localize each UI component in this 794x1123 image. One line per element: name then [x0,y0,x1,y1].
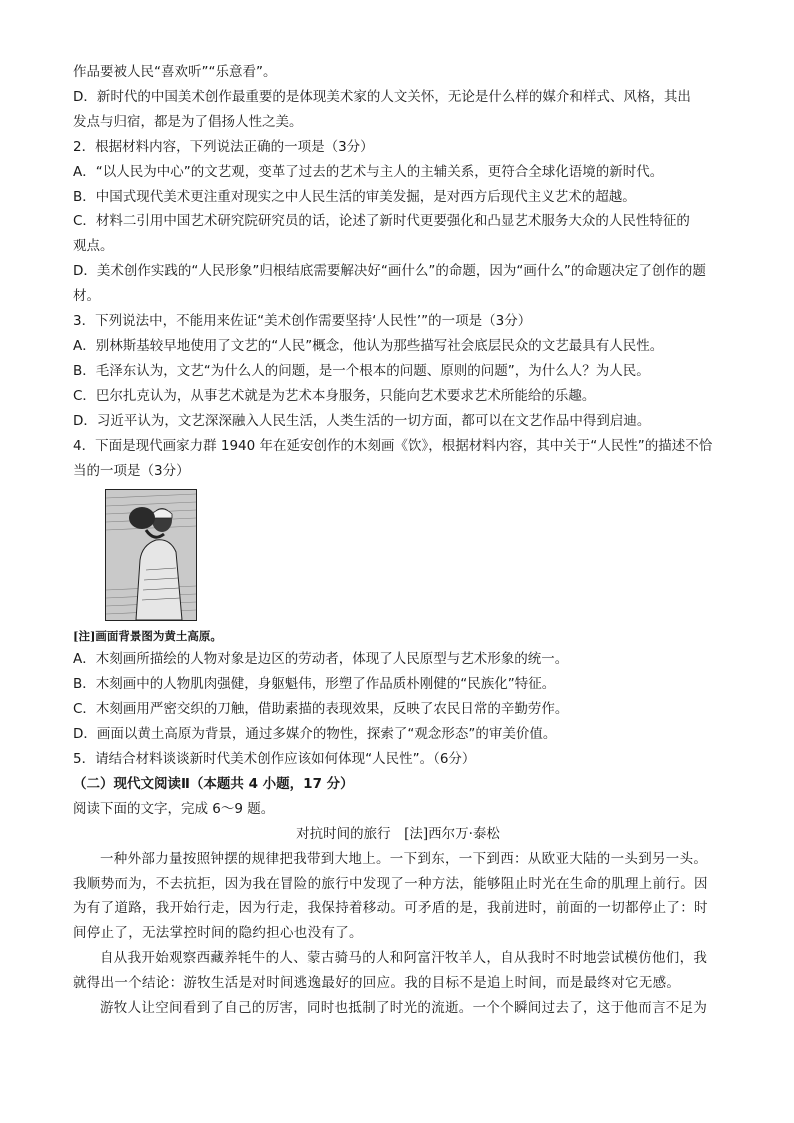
image-note: [注]画面背景图为黄土高原。 [73,629,222,644]
q4-option-d: D．画面以黄土高原为背景，通过多媒介的物性，探索了“观念形态”的审美价值。 [73,726,557,743]
question-3-stem: 3．下列说法中，不能用来佐证“美术创作需要坚持‘人民性’”的一项是（3分） [73,313,532,330]
q2-option-b: B．中国式现代美术更注重对现实之中人民生活的审美发掘，是对西方后现代主义艺术的超越。 [73,188,636,205]
q4-option-b: B．木刻画中的人物肌肉强健，身躯魁伟，形塑了作品质朴刚健的“民族化”特征。 [73,676,556,693]
q3-option-b: B．毛泽东认为，文艺“为什么人的问题，是一个根本的问题、原则的问题”，为什么人？为人民。 [73,362,650,379]
question-4-stem-cont: 当的一项是（3分） [73,462,190,479]
question-4-stem: 4．下面是现代画家力群 1940 年在延安创作的木刻画《饮》，根据材料内容，其中关于“人民性”的描述不恰 [73,437,713,454]
paragraph-line: 我顺势而为，不去抗拒，因为我在冒险的旅行中发现了一种方法，能够阻止时光在生命的肌理上前行。因 [73,875,708,892]
text-line: 发点与归宿，都是为了倡扬人性之美。 [73,113,303,130]
text-line: 作品要被人民“喜欢听”“乐意看”。 [73,64,277,80]
q4-option-a: A．木刻画所描绘的人物对象是边区的劳动者，体现了人民原型与艺术形象的统一。 [73,651,569,668]
q2-option-d-cont: 材。 [73,288,100,305]
q3-option-a: A．别林斯基较早地使用了文艺的“人民”概念，他认为那些描写社会底层民众的文艺最具有人民性。 [73,337,664,354]
q2-option-a: A．“以人民为中心”的文艺观，变革了过去的艺术与主人的主辅关系，更符合全球化语境的新时代。 [73,163,664,180]
exam-page [73,60,723,1021]
q3-option-c: C．巴尔扎克认为，从事艺术就是为艺术本身服务，只能向艺术要求艺术所能给的乐趣。 [73,387,596,404]
q2-option-c-cont: 观点。 [73,238,114,255]
article-title: 对抗时间的旅行 [法]西尔万·泰松 [296,825,500,842]
paragraph-line: 一种外部力量按照钟摆的规律把我带到大地上。一下到东，一下到西：从欧亚大陆的一头到另一头。 [100,850,708,867]
option-d-q1: D．新时代的中国美术创作最重要的是体现美术家的人文关怀，无论是什么样的媒介和样式、风格，其出 [73,88,691,105]
q2-option-d: D．美术创作实践的“人民形象”归根结底需要解决好“画什么”的命题，因为“画什么”的命题决定了创作的题 [73,263,706,280]
q4-option-c: C．木刻画用严密交织的刀触，借助素描的表现效果，反映了农民日常的辛勤劳作。 [73,701,569,718]
question-5: 5．请结合材料谈谈新时代美术创作应该如何体现“人民性”。（6分） [73,751,476,768]
section-heading: （二）现代文阅读Ⅱ（本题共 4 小题，17 分） [73,775,354,792]
q3-option-d: D．习近平认为，文艺深深融入人民生活，人类生活的一切方面，都可以在文艺作品中得到启迪。 [73,412,651,429]
question-2-stem: 2．根据材料内容，下列说法正确的一项是（3分） [73,138,374,155]
paragraph-line: 自从我开始观察西藏养牦牛的人、蒙古骑马的人和阿富汗牧羊人，自从我时不时地尝试模仿他们，我 [100,950,708,967]
q2-option-c: C．材料二引用中国艺术研究院研究员的话，论述了新时代更要强化和凸显艺术服务大众的人民性特征的 [73,213,690,230]
paragraph-line: 为有了道路，我开始行走，因为行走，我保持着移动。可矛盾的是，我前进时，前面的一切都停止了：时 [73,900,708,917]
paragraph-line: 间停止了，无法掌控时间的隐约担心也没有了。 [73,925,363,942]
woodcut-figure-icon [106,490,196,620]
section-instruction: 阅读下面的文字，完成 6～9 题。 [73,800,275,817]
woodcut-image [105,489,197,621]
paragraph-line: 游牧人让空间看到了自己的厉害，同时也抵制了时光的流逝。一个个瞬间过去了，这于他而言不足为 [100,1000,708,1017]
paragraph-line: 就得出一个结论：游牧生活是对时间逃逸最好的回应。我的目标不是追上时间，而是最终对它无感。 [73,975,681,992]
